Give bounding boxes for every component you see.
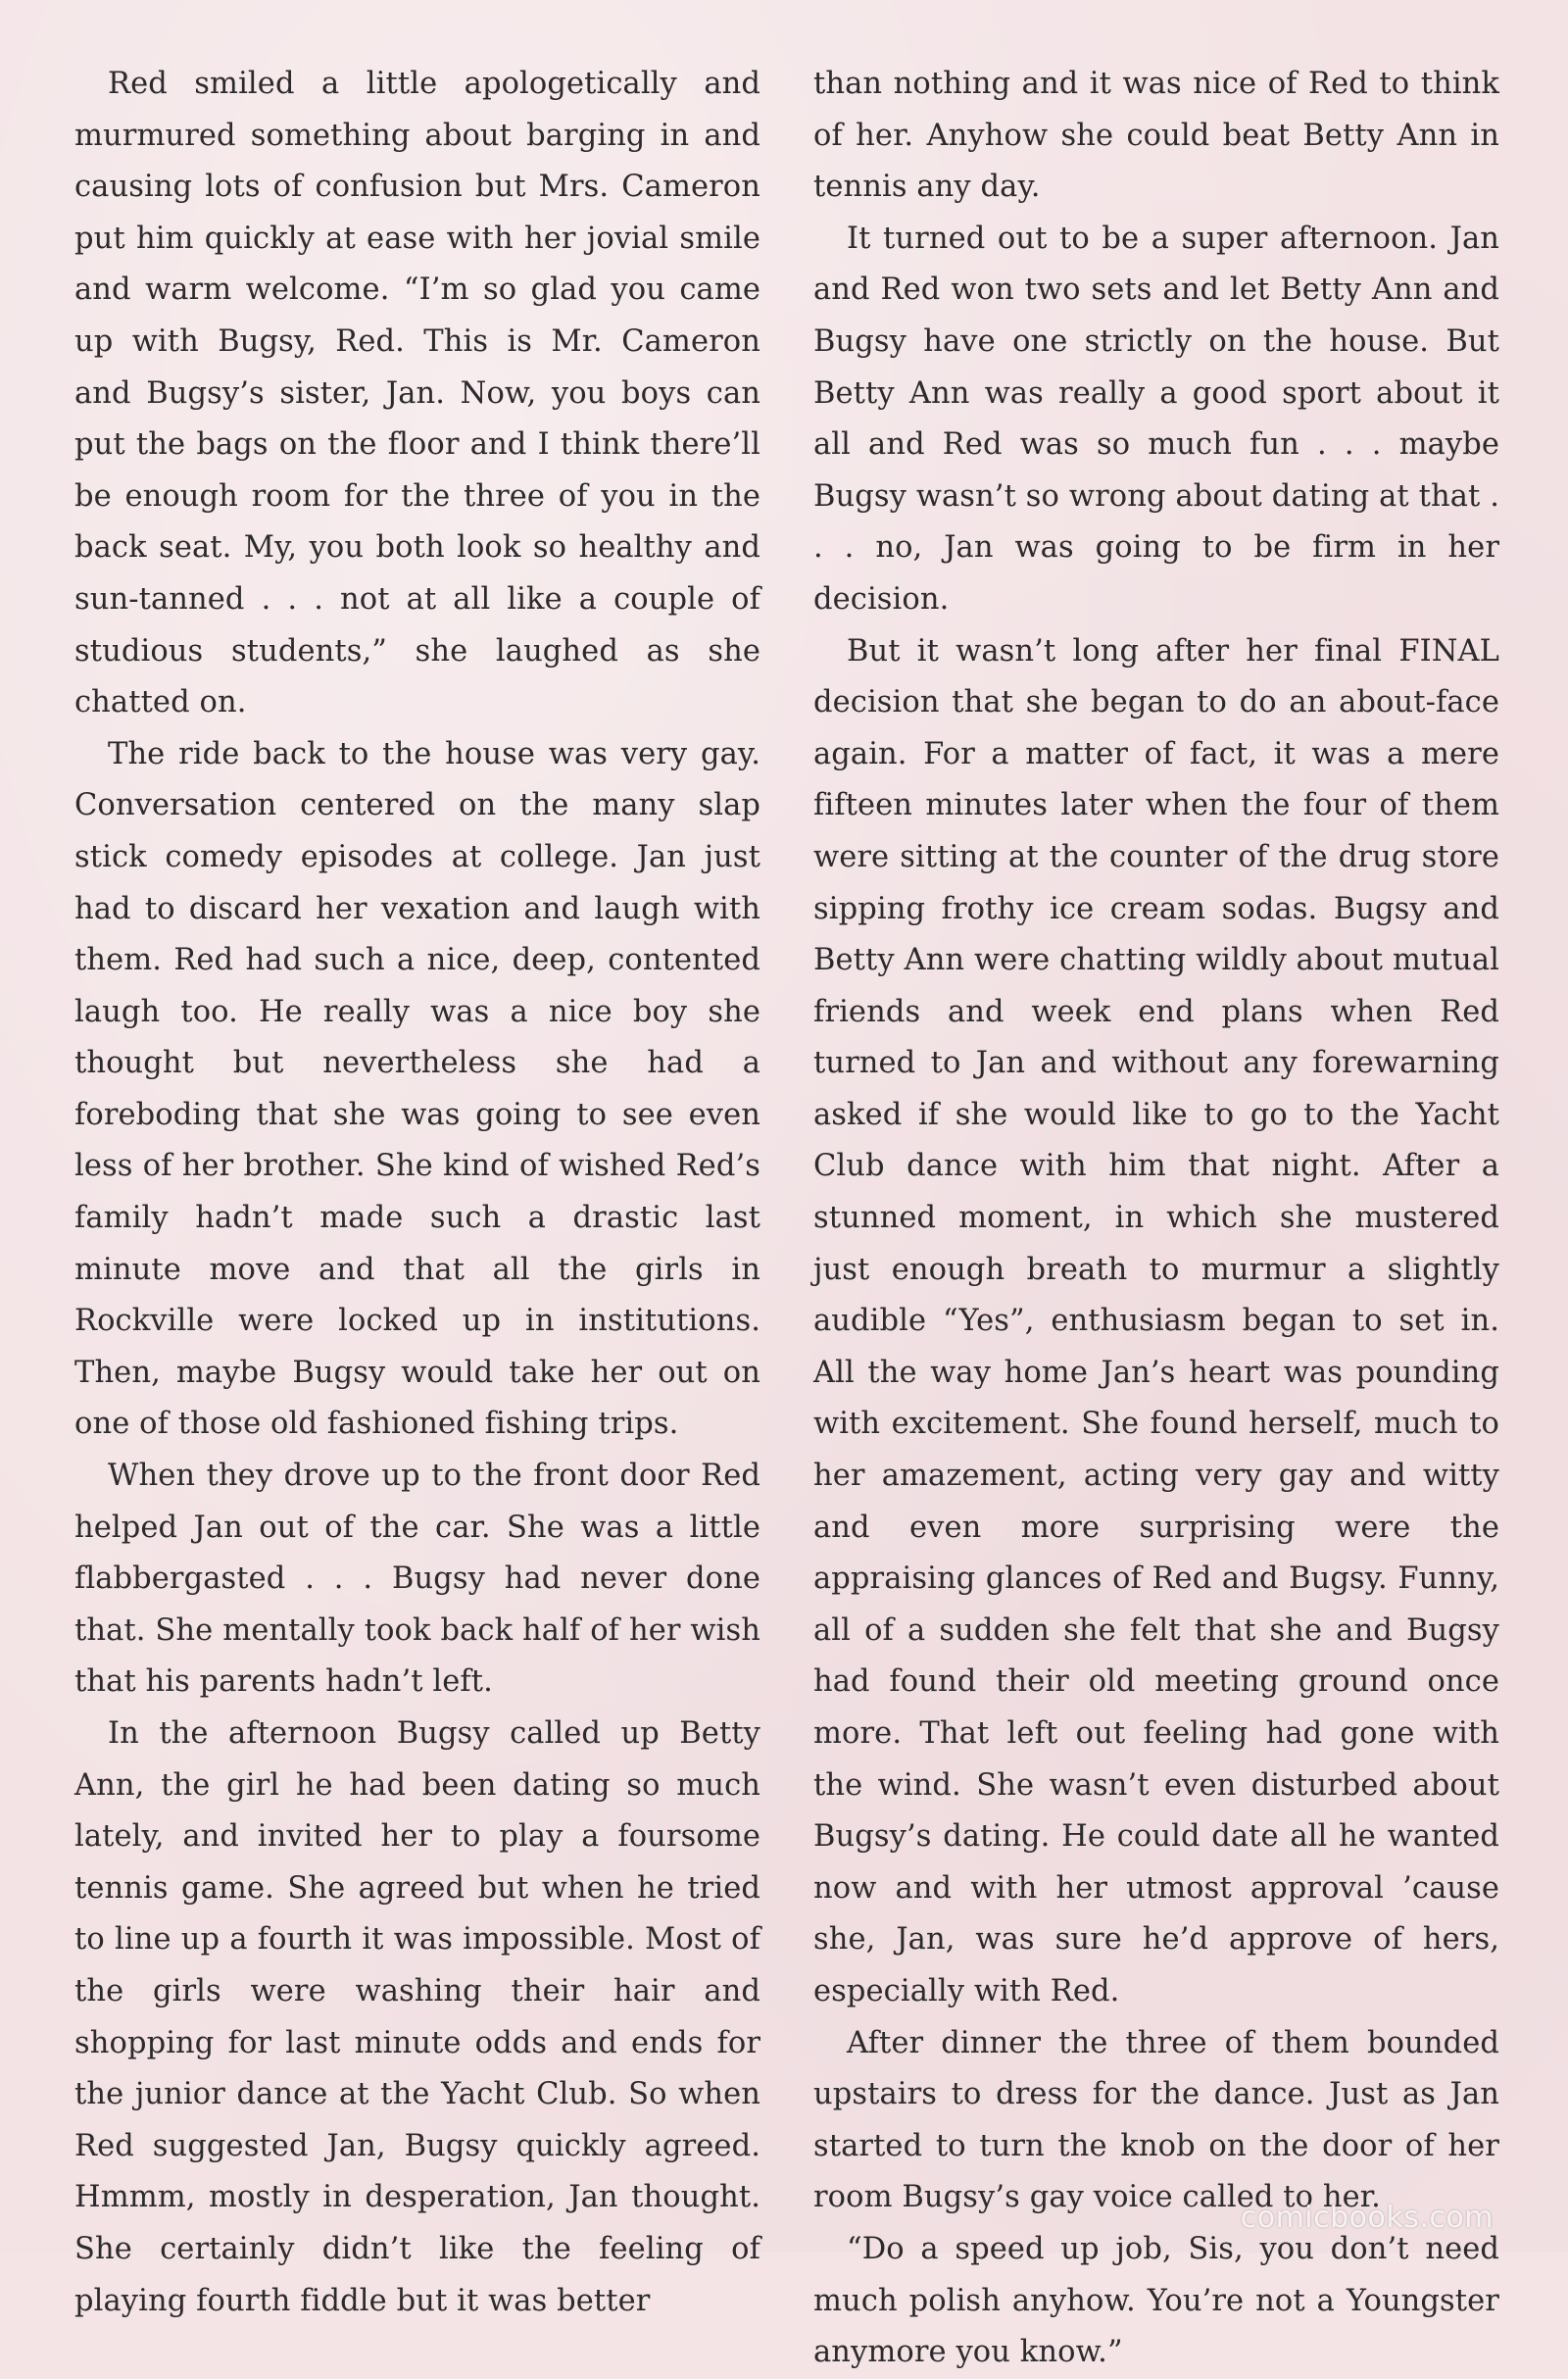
paragraph: It turned out to be a super afternoon. Jan and Red won two sets and let Betty Ann and Bugsy have one strictly on the house. But Betty Ann was really a good sport about it all and Red was so much fun . . . maybe Bugsy wasn’t so wrong about dating at that . . . no, Jan was going to be firm in her decision. xyxy=(813,221,1499,617)
paragraph: Red smiled a little apologetically and murmured something about barging in and causing lots of confusion but Mrs. Cameron put him quickly at ease with her jovial smile and warm welcome. “I’m so glad you came up with Bugsy, Red. This is Mr. Cameron and Bugsy’s sister, Jan. Now, you boys can put the bags on the floor and I think there’ll be enough room for the three of you in the back seat. My, you both look so healthy and sun-tanned . . . not at all like a couple of studious students,” she laughed as she chatted on. xyxy=(74,67,760,720)
paragraph: But it wasn’t long after her final FINAL decision that she began to do an about-face again. For a matter of fact, it was a mere fifteen minutes later when the four of them were sitting at the counter of the drug store sipping frothy ice cream sodas. Bugsy and Betty Ann were chatting wildly about mutual friends and week end plans when Red turned to Jan and without any forewarning asked if she would like to go to the Yacht Club dance with him that night. After a stunned moment, in which she mustered just enough breath to murmur a slightly audible “Yes”, enthusiasm began to set in. All the way home Jan’s heart was pounding with excitement. She found herself, much to her amazement, acting very gay and witty and even more surprising were the appraising glances of Red and Bugsy. Funny, all of a sudden she felt that she and Bugsy had found their old meeting ground once more. That left out feeling had gone with the wind. She wasn’t even disturbed about Bugsy’s dating. He could date all he wanted now and with her utmost approval ’cause she, Jan, was sure he’d approve of hers, especially with Red. xyxy=(813,633,1499,2008)
paragraph: The ride back to the house was very gay. Conversation centered on the many slap stick comedy episodes at college. Jan just had to discard her vexation and laugh with them. Red had such a nice, deep, contented laugh too. He really was a nice boy she thought but nevertheless she had a foreboding that she was going to see even less of her brother. She kind of wished Red’s family hadn’t made such a drastic last minute move and that all the girls in Rockville were locked up in institutions. Then, maybe Bugsy would take her out on one of those old fashioned fishing trips. xyxy=(74,736,760,1442)
paragraph: After dinner the three of them bounded upstairs to dress for the dance. Just as Jan started to turn the knob on the door of her room Bugsy’s gay voice called to her. xyxy=(813,2025,1499,2215)
paragraph-continuation: than nothing and it was nice of Red to think of her. Anyhow she could beat Betty Ann in tennis any day. xyxy=(813,67,1499,205)
right-text-column xyxy=(813,59,1499,2379)
paragraph: When they drove up to the front door Red helped Jan out of the car. She was a little flabbergasted . . . Bugsy had never done that. She mentally took back half of her wish that his parents hadn’t left. xyxy=(74,1459,760,1700)
paragraph: In the afternoon Bugsy called up Betty Ann, the girl he had been dating so much lately, and invited her to play a foursome tennis game. She agreed but when he tried to line up a fourth it was impossible. Most of the girls were washing their hair and shopping for last minute odds and ends for the junior dance at the Yacht Club. So when Red suggested Jan, Bugsy quickly agreed. Hmmm, mostly in desperation, Jan thought. She certainly didn’t like the feeling of playing fourth fiddle but it was better xyxy=(74,1716,760,2318)
watermark: comicbooks.com xyxy=(1240,2201,1494,2235)
paragraph: “Do a speed up job, Sis, you don’t need much polish anyhow. You’re not a Youngster anymore you know.” xyxy=(813,2231,1499,2370)
left-text-column xyxy=(74,59,760,2327)
